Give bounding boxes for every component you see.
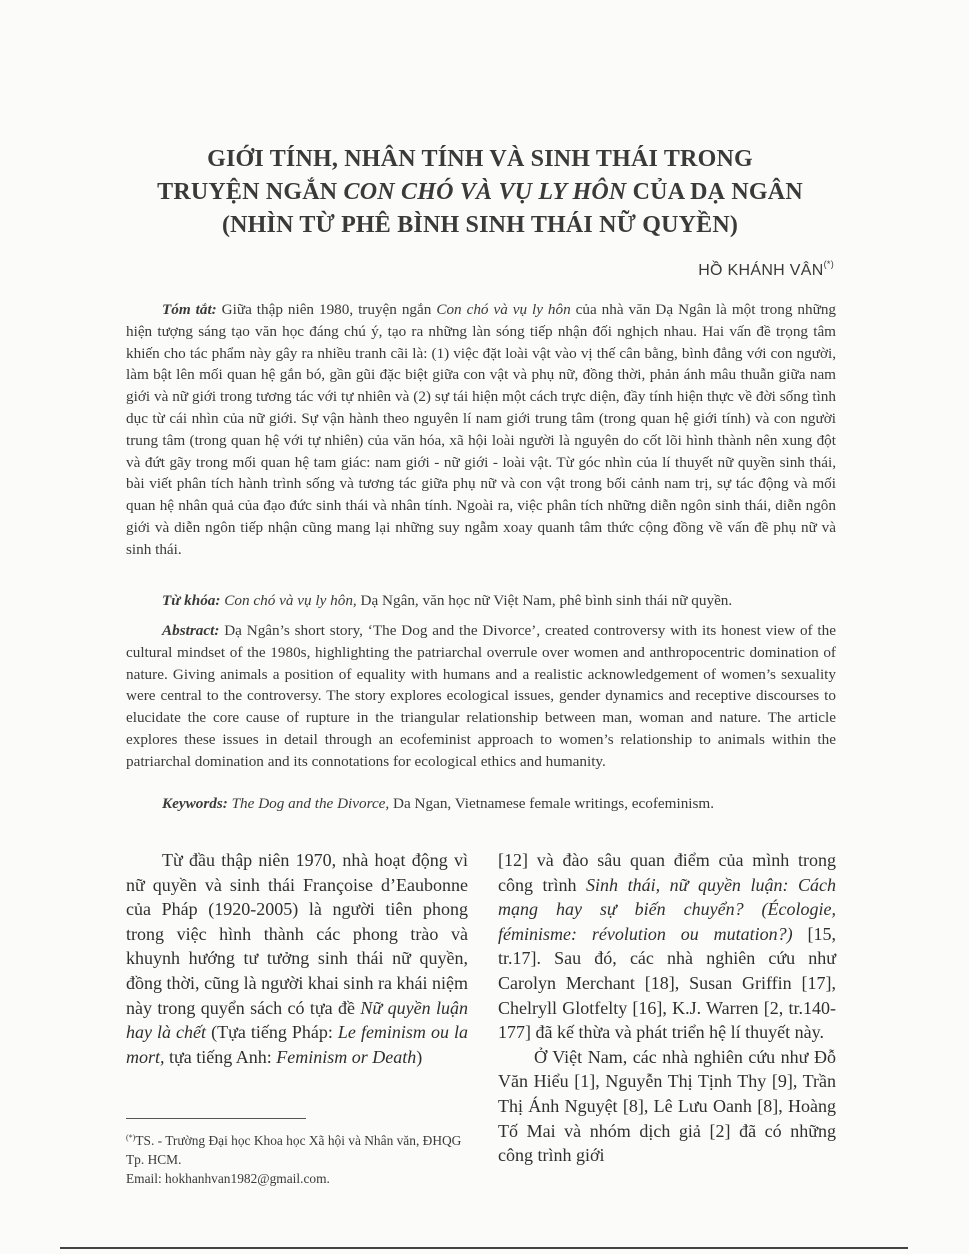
title-line-3: (NHÌN TỪ PHÊ BÌNH SINH THÁI NỮ QUYỀN) xyxy=(221,212,739,238)
vietnamese-summary: Tóm tắt: Giữa thập niên 1980, truyện ngắn Con chó và vụ ly hôn của nhà văn Dạ Ngân là một trong những hiện tượng sáng tạo văn học đáng chú ý, tạo ra những làn sóng tiếp nhận đối nghịch nhau. Hai vấn đề trọng tâm khiến cho tác phẩm này gây ra nhiều tranh cãi là: (1) việc đặt loài vật vào vị thế cân bằng, bình đẳng với con người, làm bật lên mối quan hệ gắn bó, gần gũi đặc biệt giữa con vật và phụ nữ, đồng thời, phản ánh mâu thuẫn giữa nam giới và nữ giới trong tương tác với tự nhiên và (2) sự tái hiện một cách trực diện, đầy tính hiện thực về đời sống tình dục từ cái nhìn của nữ giới. Sự vận hành theo nguyên lí nam giới trung tâm (trong quan hệ giới tính) và con người trung tâm (trong quan hệ với tự nhiên) của văn hóa, xã hội loài người là nguyên do cốt lõi hình thành nên xung đột và đứt gãy trong mối quan hệ tam giác: nam giới - nữ giới - loài vật. Từ góc nhìn của lí thuyết nữ quyền sinh thái, bài viết phân tích hành trình sống và tương tác giữa phụ nữ và con vật trong bối cảnh nam trị, sự tác động và mối quan hệ nhân quả của đạo đức sinh thái và nhân tính. Ngoài ra, việc phân tích những diễn ngôn sinh thái, diễn ngôn giới và diễn ngôn tiếp nhận cũng mang lại những suy ngẫm xoay quanh tâm thức cộng đồng về vấn đề phụ nữ và sinh thái. xyxy=(126,301,837,558)
page-bottom-rule xyxy=(60,1247,908,1249)
body-column-right xyxy=(498,848,836,1168)
footnote-divider xyxy=(126,1118,306,1119)
author-name: HỒ KHÁNH VÂN(*) xyxy=(698,259,834,279)
vietnamese-keywords: Từ khóa: Con chó và vụ ly hôn, Dạ Ngân, văn học nữ Việt Nam, phê bình sinh thái nữ quyền. xyxy=(162,592,733,609)
body-paragraph: [12] và đào sâu quan điểm của mình trong công trình Sinh thái, nữ quyền luận: Cách mạng hay sự biến chuyển? (Écologie, féminisme: révolution ou mutation?) [15, tr.17]. Sau đó, các nhà nghiên cứu như Carolyn Merchant [18], Susan Griffin [17], Chelryll Glotfelty [16], K.J. Warren [2, tr.140-177] đã kế thừa và phát triển hệ lí thuyết này. xyxy=(498,850,836,1043)
footnote-email: Email: hokhanhvan1982@gmail.com. xyxy=(126,1171,330,1186)
english-abstract: Abstract: Dạ Ngân’s short story, ‘The Dog and the Divorce’, created controversy with its honest view of the cultural mindset of the 1980s, highlighting the patriarchal overrule over women and anthropocentric domination of nature. Giving animals a position of equality with humans and a realistic acknowledgement of women’s sexuality were central to the controversy. The story explores ecological issues, gender dynamics and receptive discourses to elucidate the core cause of rupture in the triangular relationship between man, woman and nature. The article explores these issues in detail through an ecofeminist approach to women’s relationship to animals within the patriarchal domination and its connotations for ecological ethics and humanity. xyxy=(126,622,836,770)
body-column-left xyxy=(126,848,468,1069)
abstract-label: Abstract: xyxy=(162,622,220,639)
english-keywords: Keywords: The Dog and the Divorce, Da Ngan, Vietnamese female writings, ecofeminism. xyxy=(162,795,715,812)
summary-label: Tóm tắt: xyxy=(162,301,217,318)
title-line-2: TRUYỆN NGẮN CON CHÓ VÀ VỤ LY HÔN CỦA DẠ NGÂN xyxy=(157,179,803,205)
author-footnote xyxy=(126,1128,471,1188)
article-title xyxy=(120,143,840,242)
author-footnote-mark: (*) xyxy=(823,259,834,269)
body-paragraph: Ở Việt Nam, các nhà nghiên cứu như Đỗ Văn Hiểu [1], Nguyễn Thị Tịnh Thy [9], Trần Thị Ánh Nguyệt [8], Lê Lưu Oanh [8], Hoàng Tố Mai và nhóm dịch giả [2] đã có những công trình giới xyxy=(498,1046,836,1166)
body-paragraph: Từ đầu thập niên 1970, nhà hoạt động vì nữ quyền và sinh thái Françoise d’Eaubonne của Pháp (1920-2005) là người tiên phong trong việc hình thành các phong trào và khuynh hướng tư tưởng sinh thái nữ quyền, đồng thời, cũng là người khai sinh ra khái niệm này trong quyển sách có tựa đề Nữ quyền luận hay là chết (Tựa tiếng Pháp: Le feminism ou la mort, tựa tiếng Anh: Feminism or Death) xyxy=(126,850,468,1067)
title-line-1: GIỚI TÍNH, NHÂN TÍNH VÀ SINH THÁI TRONG xyxy=(207,146,753,172)
footnote-affiliation: (*)TS. - Trường Đại học Khoa học Xã hội và Nhân văn, ĐHQG Tp. HCM. xyxy=(126,1133,462,1167)
